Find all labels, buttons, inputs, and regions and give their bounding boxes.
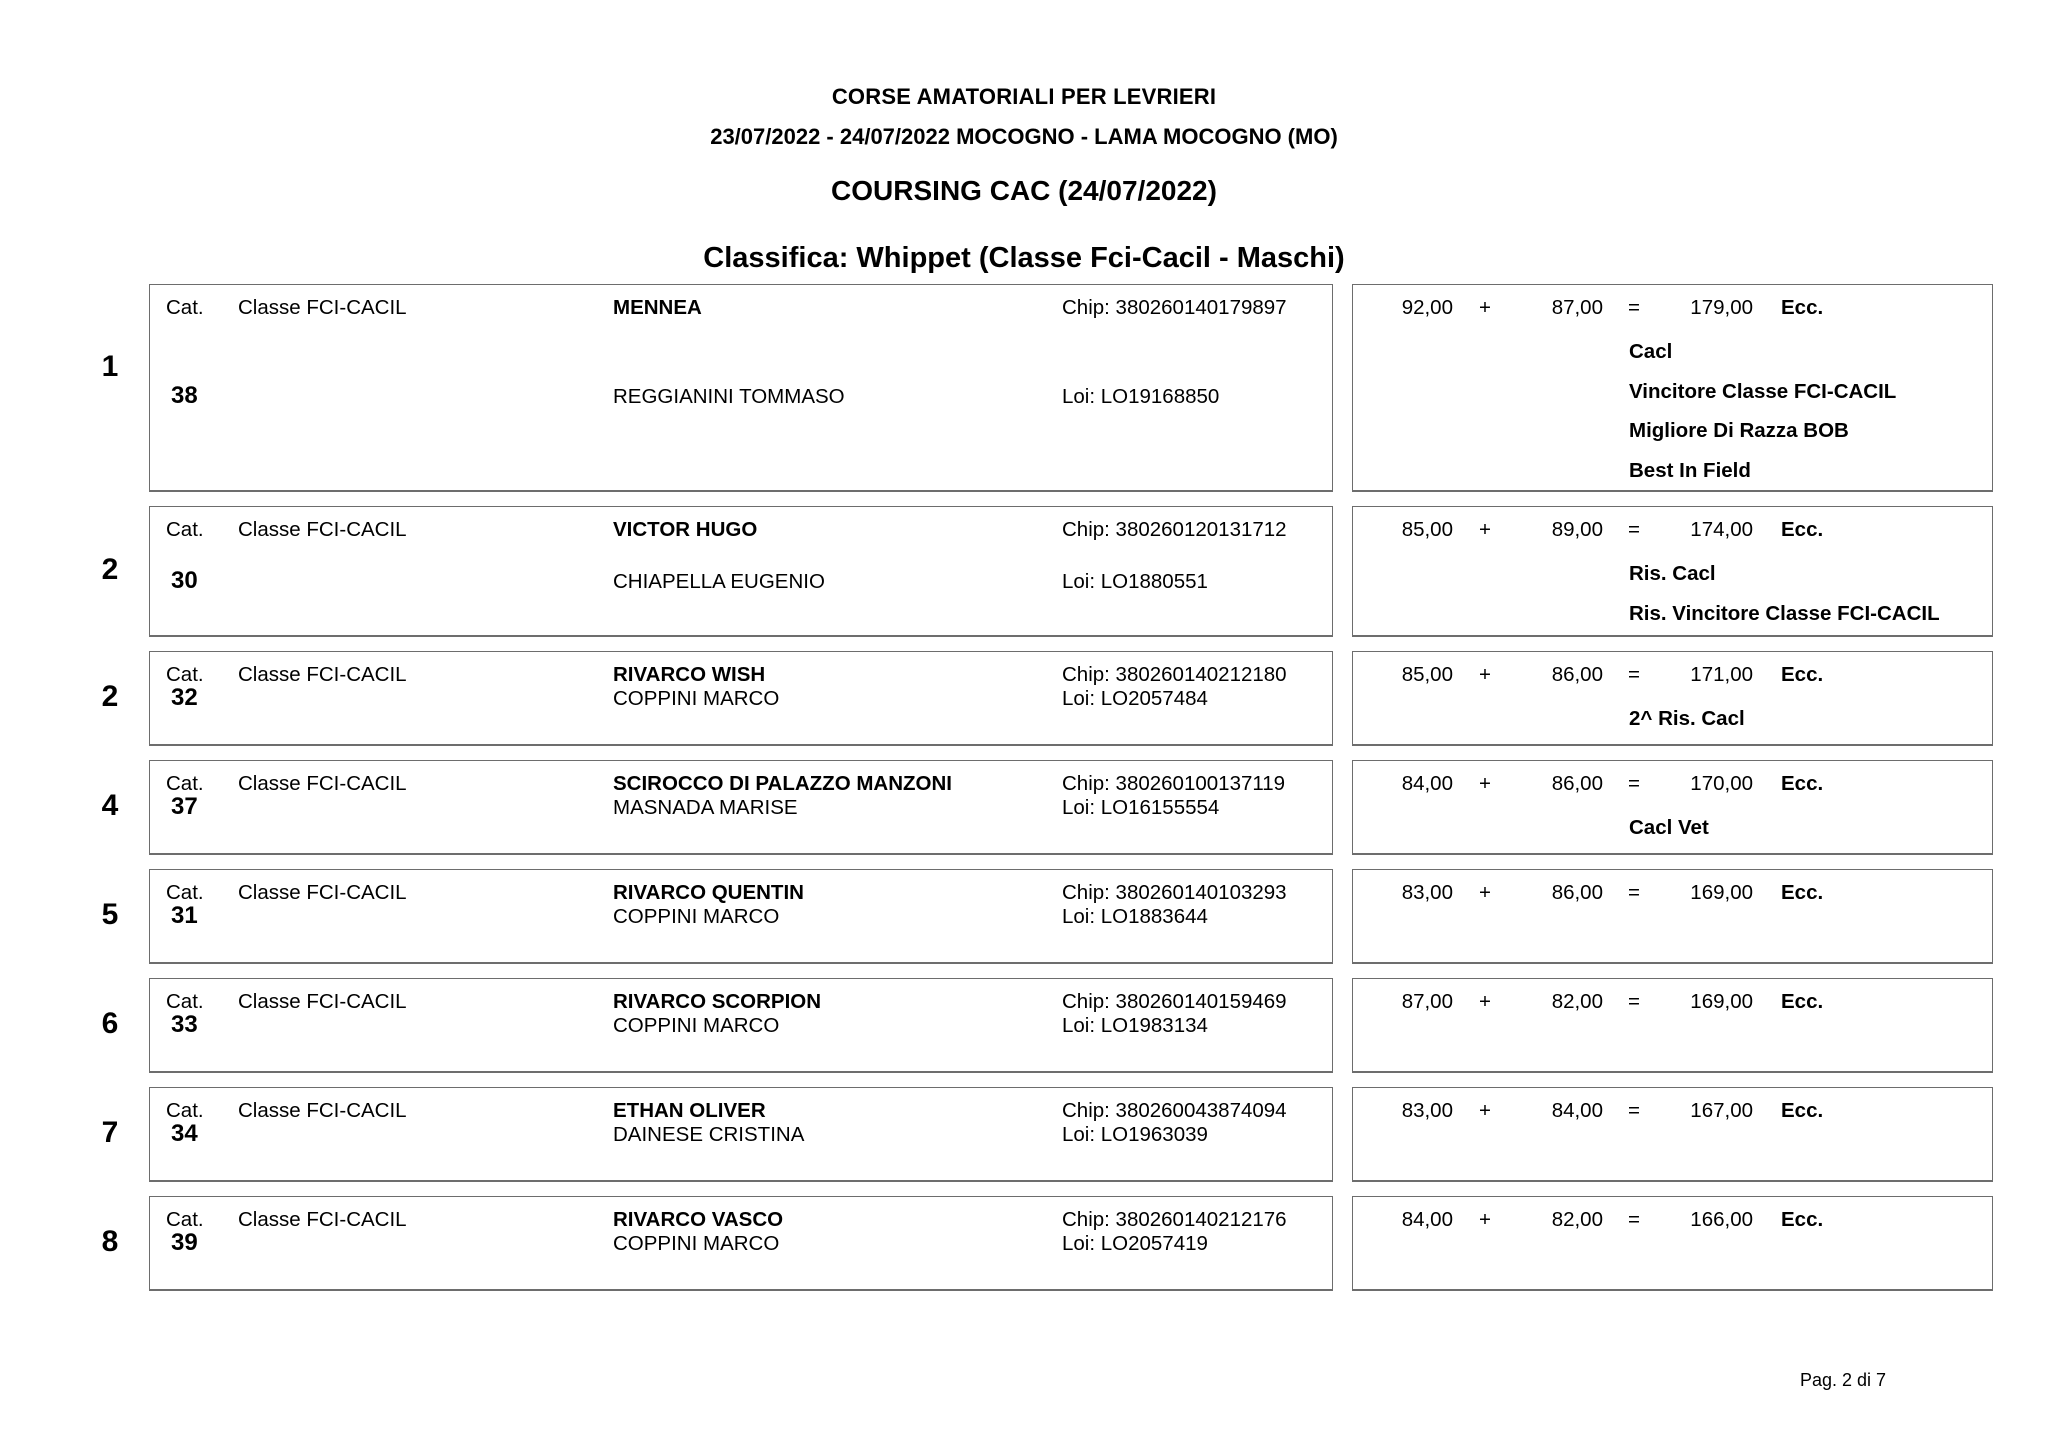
rank-position: 5 — [101, 898, 119, 931]
dog-info-box — [149, 978, 1333, 1073]
catalog-number: 30 — [171, 567, 198, 594]
plus-sign: + — [1479, 1099, 1491, 1122]
equals-sign: = — [1628, 990, 1640, 1013]
equals-sign: = — [1628, 1208, 1640, 1231]
score-2: 84,00 — [1551, 1099, 1603, 1122]
category-label: Cat. — [166, 1208, 204, 1231]
dog-name: RIVARCO QUENTIN — [613, 881, 804, 904]
rank-position: 2 — [101, 553, 119, 586]
total-score: 169,00 — [1690, 990, 1753, 1013]
score-2: 87,00 — [1551, 296, 1603, 319]
score-1: 92,00 — [1401, 296, 1453, 319]
equals-sign: = — [1628, 881, 1640, 904]
plus-sign: + — [1479, 663, 1491, 686]
owner-name: DAINESE CRISTINA — [613, 1123, 805, 1146]
classification-title: Classifica: Whippet (Classe Fci-Cacil - Maschi) — [703, 242, 1345, 274]
dog-info-box — [149, 1087, 1333, 1182]
qualifier: Ecc. — [1781, 1208, 1824, 1231]
award: Cacl — [1629, 340, 1673, 363]
qualifier: Ecc. — [1781, 990, 1824, 1013]
dog-info-box — [149, 284, 1333, 492]
dog-info-box — [149, 760, 1333, 855]
loi-number: Loi: LO1983134 — [1062, 1014, 1208, 1037]
chip-number: Chip: 380260140179897 — [1062, 296, 1287, 319]
rank-position: 1 — [101, 350, 119, 383]
rank-position: 6 — [101, 1007, 119, 1040]
equals-sign: = — [1628, 518, 1640, 541]
plus-sign: + — [1479, 881, 1491, 904]
owner-name: REGGIANINI TOMMASO — [613, 385, 845, 408]
dog-info-box — [149, 506, 1333, 637]
score-2: 86,00 — [1551, 663, 1603, 686]
plus-sign: + — [1479, 990, 1491, 1013]
dog-name: MENNEA — [613, 296, 702, 319]
chip-number: Chip: 380260120131712 — [1062, 518, 1287, 541]
category-label: Cat. — [166, 518, 204, 541]
plus-sign: + — [1479, 296, 1491, 319]
result-entry — [0, 1087, 2048, 1182]
loi-number: Loi: LO19168850 — [1062, 385, 1220, 408]
class-name: Classe FCI-CACIL — [238, 881, 407, 904]
score-box — [1352, 506, 1993, 637]
qualifier: Ecc. — [1781, 518, 1824, 541]
loi-number: Loi: LO1963039 — [1062, 1123, 1208, 1146]
equals-sign: = — [1628, 663, 1640, 686]
catalog-number: 39 — [171, 1229, 198, 1256]
result-entry — [0, 869, 2048, 964]
qualifier: Ecc. — [1781, 663, 1824, 686]
category-label: Cat. — [166, 772, 204, 795]
catalog-number: 33 — [171, 1011, 198, 1038]
class-name: Classe FCI-CACIL — [238, 1099, 407, 1122]
owner-name: MASNADA MARISE — [613, 796, 798, 819]
category-label: Cat. — [166, 881, 204, 904]
page-number: Pag. 2 di 7 — [1800, 1370, 1887, 1390]
award: Best In Field — [1629, 458, 1751, 482]
result-entry — [0, 651, 2048, 746]
dog-name: VICTOR HUGO — [613, 518, 758, 541]
total-score: 179,00 — [1690, 296, 1753, 319]
class-name: Classe FCI-CACIL — [238, 663, 407, 686]
dog-name: RIVARCO VASCO — [613, 1208, 784, 1231]
award: Migliore Di Razza BOB — [1629, 419, 1849, 442]
catalog-number: 34 — [171, 1120, 198, 1147]
event-title: CORSE AMATORIALI PER LEVRIERI — [831, 84, 1217, 109]
dog-name: RIVARCO SCORPION — [613, 990, 822, 1013]
catalog-number: 37 — [171, 793, 198, 820]
loi-number: Loi: LO1883644 — [1062, 905, 1208, 928]
score-box — [1352, 1087, 1993, 1182]
qualifier: Ecc. — [1781, 881, 1824, 904]
score-box — [1352, 869, 1993, 964]
dog-info-box — [149, 1196, 1333, 1291]
plus-sign: + — [1479, 772, 1491, 795]
score-1: 84,00 — [1401, 772, 1453, 795]
equals-sign: = — [1628, 772, 1640, 795]
total-score: 167,00 — [1690, 1099, 1753, 1122]
owner-name: COPPINI MARCO — [613, 905, 780, 928]
owner-name: CHIAPELLA EUGENIO — [613, 570, 825, 593]
dog-name: RIVARCO WISH — [613, 663, 766, 686]
chip-number: Chip: 380260043874094 — [1062, 1099, 1287, 1122]
score-box — [1352, 1196, 1993, 1291]
owner-name: COPPINI MARCO — [613, 1014, 780, 1037]
equals-sign: = — [1628, 1099, 1640, 1122]
class-name: Classe FCI-CACIL — [238, 296, 407, 319]
score-1: 87,00 — [1401, 990, 1453, 1013]
score-1: 83,00 — [1401, 881, 1453, 904]
chip-number: Chip: 380260100137119 — [1062, 772, 1286, 795]
score-box — [1352, 760, 1993, 855]
rank-position: 8 — [101, 1225, 119, 1258]
catalog-number: 32 — [171, 684, 198, 711]
total-score: 174,00 — [1690, 518, 1753, 541]
event-dates-location: 23/07/2022 - 24/07/2022 MOCOGNO - LAMA MOCOGNO (MO) — [710, 124, 1338, 149]
score-2: 82,00 — [1551, 990, 1603, 1013]
score-1: 85,00 — [1401, 518, 1453, 541]
award: Cacl Vet — [1629, 816, 1709, 839]
category-label: Cat. — [166, 1099, 204, 1122]
category-label: Cat. — [166, 296, 204, 319]
plus-sign: + — [1479, 1208, 1491, 1231]
qualifier: Ecc. — [1781, 296, 1824, 319]
award: Ris. Vincitore Classe FCI-CACIL — [1629, 601, 1940, 625]
result-entry — [0, 1196, 2048, 1291]
owner-name: COPPINI MARCO — [613, 1232, 780, 1255]
score-1: 85,00 — [1401, 663, 1453, 686]
dog-name: ETHAN OLIVER — [613, 1099, 766, 1122]
chip-number: Chip: 380260140212176 — [1062, 1208, 1287, 1231]
score-2: 86,00 — [1551, 772, 1603, 795]
score-box — [1352, 978, 1993, 1073]
score-box — [1352, 284, 1993, 492]
equals-sign: = — [1628, 296, 1640, 319]
qualifier: Ecc. — [1781, 1099, 1824, 1122]
total-score: 169,00 — [1690, 881, 1753, 904]
owner-name: COPPINI MARCO — [613, 687, 780, 710]
score-2: 89,00 — [1551, 518, 1603, 541]
total-score: 171,00 — [1690, 663, 1753, 686]
score-box — [1352, 651, 1993, 746]
chip-number: Chip: 380260140103293 — [1062, 881, 1287, 904]
dog-info-box — [149, 651, 1333, 746]
competition-title: COURSING CAC (24/07/2022) — [831, 175, 1217, 206]
catalog-number: 31 — [171, 902, 198, 929]
category-label: Cat. — [166, 663, 204, 686]
loi-number: Loi: LO2057419 — [1062, 1232, 1208, 1255]
class-name: Classe FCI-CACIL — [238, 990, 407, 1013]
award: Ris. Cacl — [1629, 562, 1716, 585]
rank-position: 2 — [101, 680, 119, 713]
dog-name: SCIROCCO DI PALAZZO MANZONI — [613, 772, 952, 795]
score-2: 86,00 — [1551, 881, 1603, 904]
class-name: Classe FCI-CACIL — [238, 518, 407, 541]
award: 2^ Ris. Cacl — [1629, 707, 1745, 730]
class-name: Classe FCI-CACIL — [238, 772, 407, 795]
category-label: Cat. — [166, 990, 204, 1013]
loi-number: Loi: LO16155554 — [1062, 796, 1220, 819]
rank-position: 4 — [101, 789, 119, 822]
score-1: 84,00 — [1401, 1208, 1453, 1231]
loi-number: Loi: LO2057484 — [1062, 687, 1208, 710]
class-name: Classe FCI-CACIL — [238, 1208, 407, 1231]
total-score: 166,00 — [1690, 1208, 1753, 1231]
award: Vincitore Classe FCI-CACIL — [1629, 379, 1897, 403]
chip-number: Chip: 380260140212180 — [1062, 663, 1287, 686]
result-entry — [0, 284, 2048, 492]
dog-info-box — [149, 869, 1333, 964]
loi-number: Loi: LO1880551 — [1062, 570, 1208, 593]
catalog-number: 38 — [171, 382, 198, 409]
rank-position: 7 — [101, 1116, 119, 1149]
result-entry — [0, 978, 2048, 1073]
qualifier: Ecc. — [1781, 772, 1824, 795]
score-2: 82,00 — [1551, 1208, 1603, 1231]
result-entry — [0, 760, 2048, 855]
result-entry — [0, 506, 2048, 637]
score-1: 83,00 — [1401, 1099, 1453, 1122]
total-score: 170,00 — [1690, 772, 1753, 795]
plus-sign: + — [1479, 518, 1491, 541]
chip-number: Chip: 380260140159469 — [1062, 990, 1287, 1013]
